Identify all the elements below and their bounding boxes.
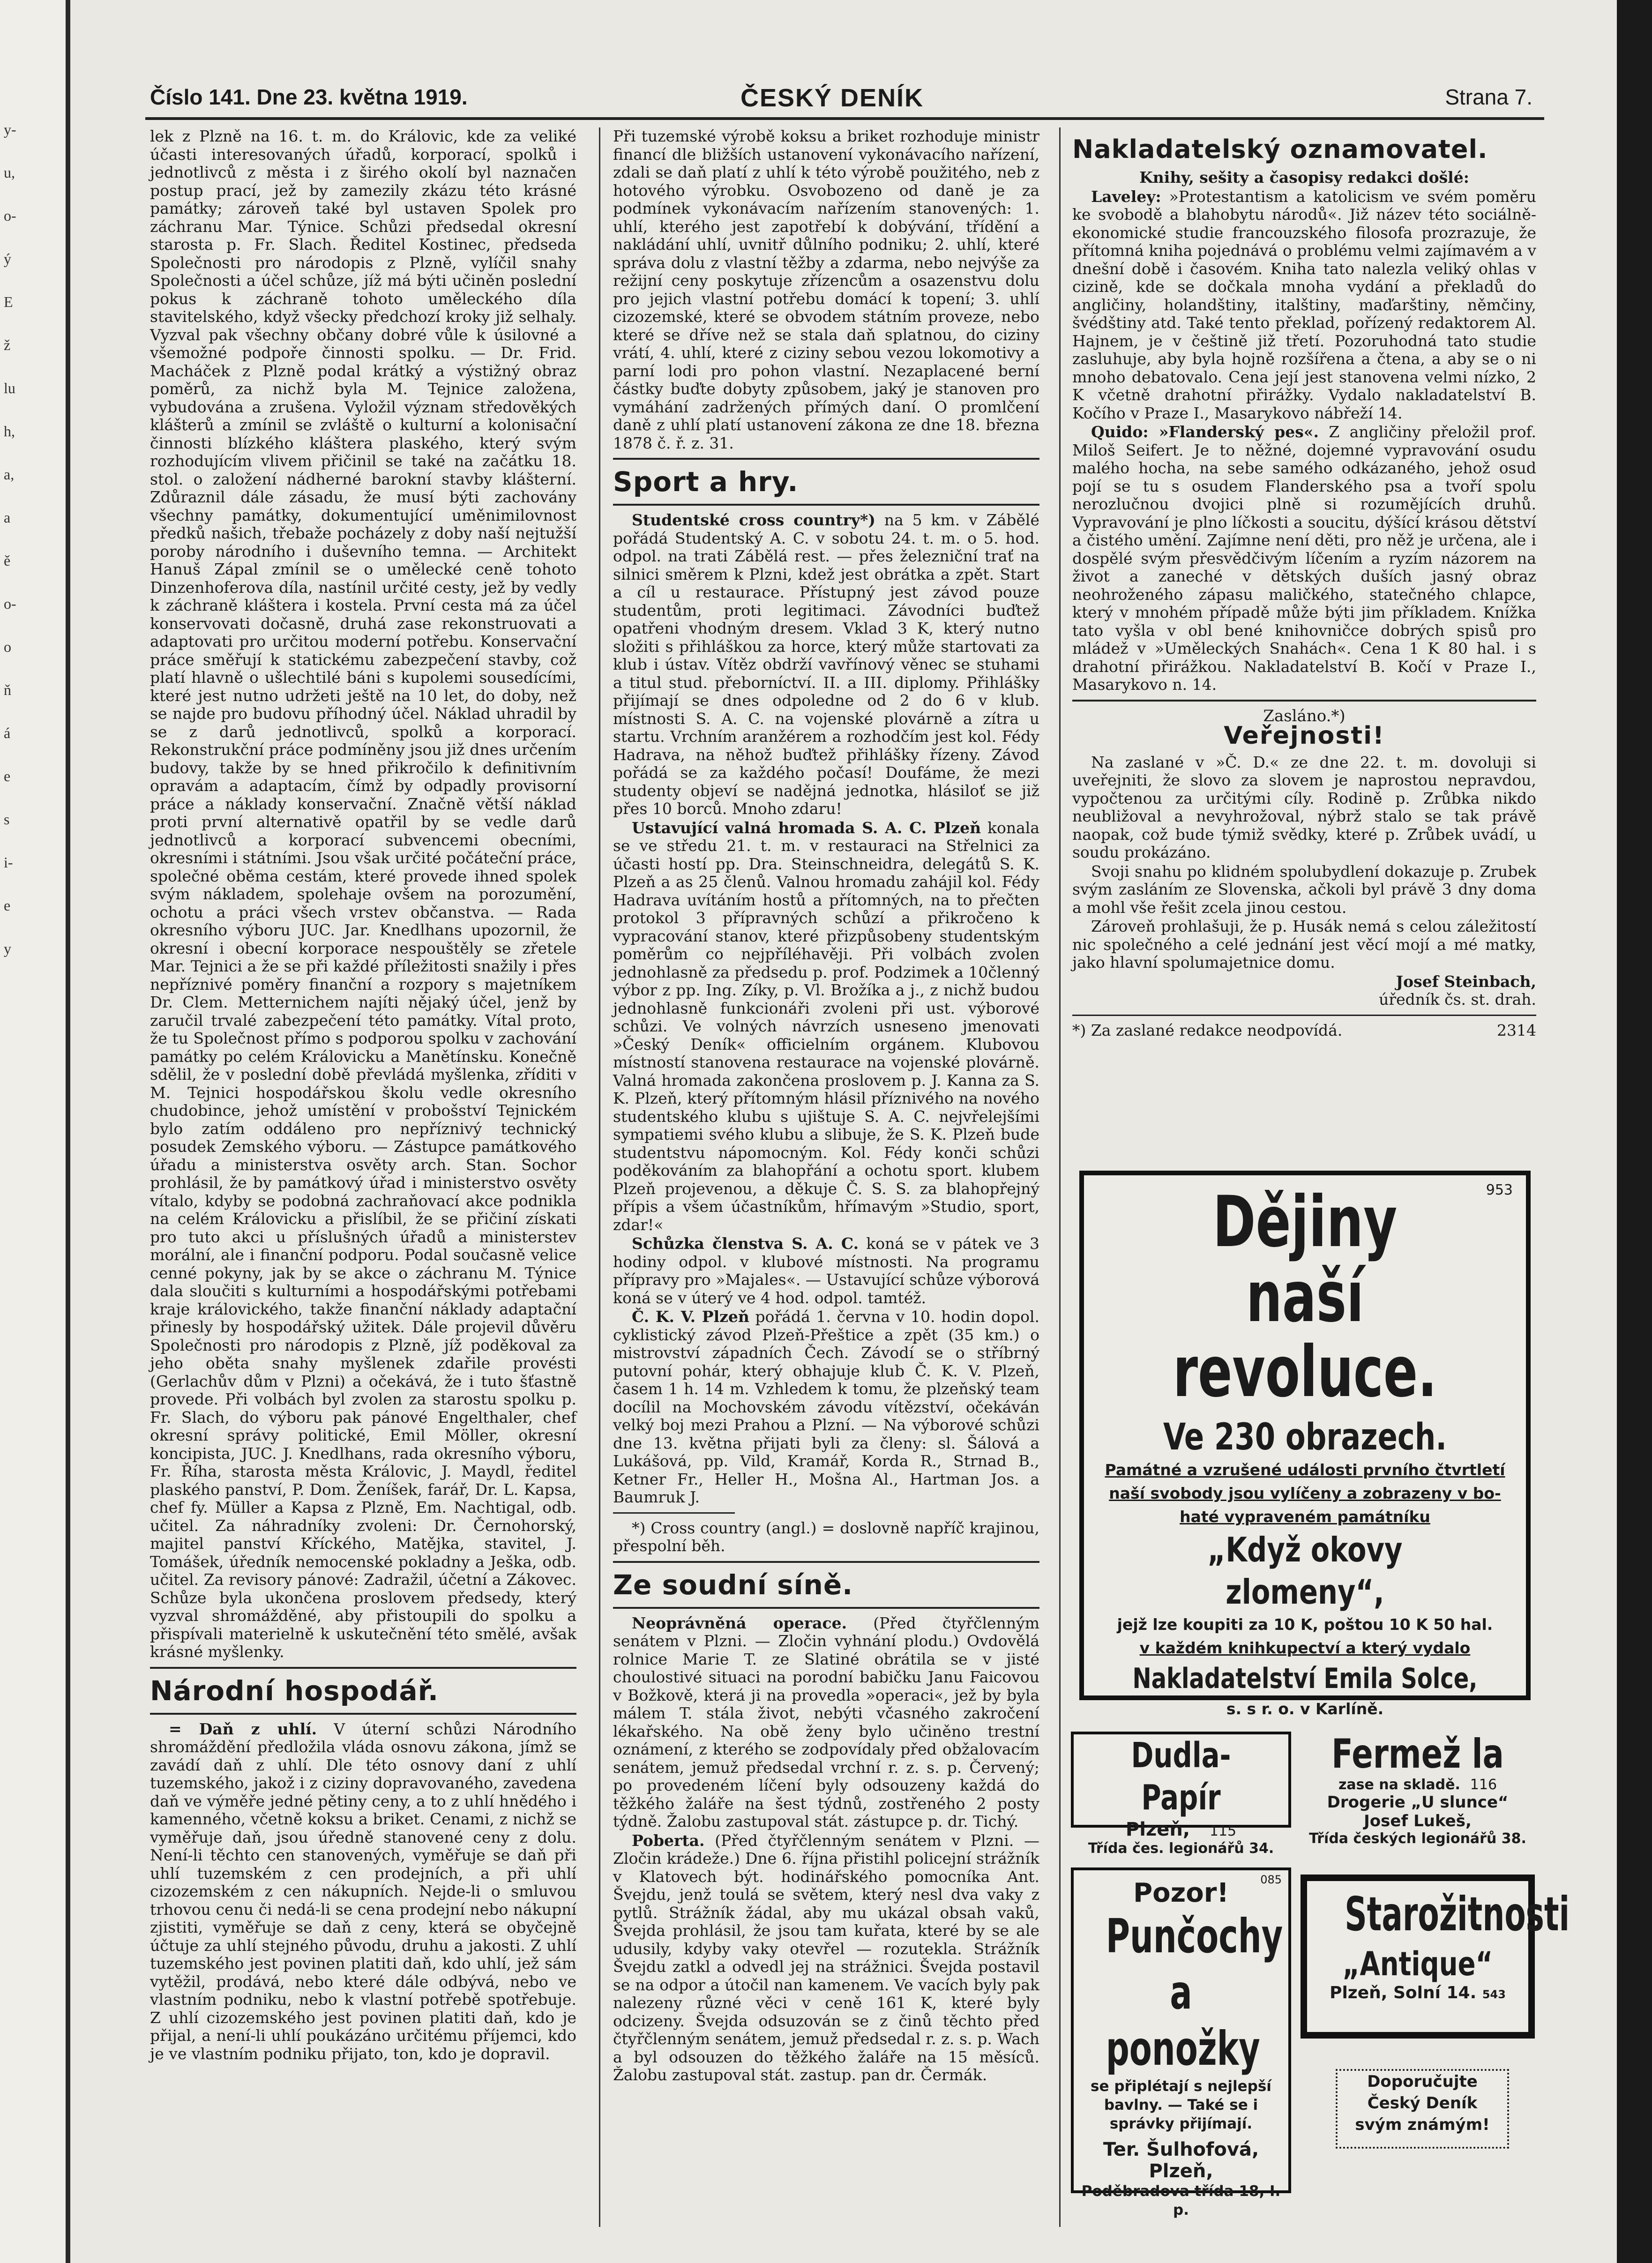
ad-line: Doporučujte [1367,2072,1478,2091]
section-rule [613,1561,1039,1563]
ad-title: Starožitnosti [1345,1887,1570,1942]
ad-price: jejž lze koupiti za 10 K, poštou 10 K 50 hal. [1117,1615,1493,1634]
section-rule [150,1667,576,1669]
ad-dudla-papir [1071,1732,1291,1857]
ad-address: Poděbradova třída 18, I. p. [1081,2183,1281,2218]
section-heading-court: Ze soudní síně. [613,1568,853,1601]
section-rule [1072,700,1536,702]
zaslano-paragraph-1: Na zaslané v »Č. D.« ze dne 22. t. m. dovoluji si uveřejniti, že slovo za slovem je naprostou nepravdou, vypočtenou za určitými cíly. Rodině p. Zrůbka nikdo neubližoval a nevyhrožoval, nýbrž stalo se tak právě naopak, což bude týmiž svědky, které p. Zrůbek uvádí, u soudu prokázáno. [1072,753,1536,861]
column-divider [1059,127,1061,2227]
zaslano-number: 2314 [1497,1021,1536,1039]
ad-title-1: Dějiny [1212,1181,1398,1263]
section-rule [150,1713,576,1715]
section-heading-publisher: Nakladatelský oznamovatel. [1072,134,1488,164]
book-review-quido: Quido: »Flanderský pes«. Z angličiny přeložil prof. Miloš Seifert. Je to něžné, dojemné vypravování osudu malého hocha, na sebe samého odkázaného, jehož osud pojí se tu s osudem Flanderského psa a tvoří spolu nerozlučnou dvojici plně si rozumějících druhů. Vypravování je plno líčkosti a soucitu, dýšící krásou dětství a čistého umění. Zajímne není děti, pro něž je určena, ale i dospělé svým přesvědčivým líčením a ryzím názorem na život a zaneché v dětských duších jasný obraz neohroženého zápasu maličkého, statečného chlapce, který v mnohém případě může býti jim příkladem. Knížka tato vyšla v obl bené knihovničce dobrých spisů pro mládež v »Uměleckých Snahách«. Cena 1 K 80 hal. i s drahotní přirážkou. Nakladatelství B. Kočí v Praze I., Masarykovo n. 14. [1072,423,1536,694]
signature-name: Josef Steinbach, [1396,972,1536,991]
column-3 [1072,127,1536,1039]
ad-address: Třída čes. legionářů 34. [1088,1840,1274,1857]
column-1 [150,127,576,2236]
previous-page-edge [0,0,70,2263]
section-heading-sport: Sport a hry. [613,466,799,498]
ad-title: Fermež la [1331,1731,1504,1778]
ad-title-2: a ponožky [1106,1965,1260,2076]
ad-owner: Josef Lukeš, [1364,1812,1472,1830]
ad-owner: Ter. Šulhofová, [1103,2139,1259,2160]
ad-book-title: „Když okovy zlomeny“, [1207,1530,1403,1612]
zaslano-disclaimer: *) Za zaslané redakce neodpovídá. [1072,1021,1343,1039]
ad-text: se připlétají s nejlepší bavlny. — Také se i správky přijímají. [1091,2078,1271,2132]
ad-shop: Drogerie „U slunce“ [1327,1793,1509,1812]
ad-title-2: naší revoluce. [1173,1256,1437,1413]
ad-line: naší svobody jsou vylíčeny a zobrazeny v bo- [1109,1484,1501,1502]
section-heading-economy: Národní hospodář. [150,1674,439,1707]
ad-number: 953 [1486,1182,1513,1198]
column-2 [613,127,1039,2236]
ad-dejiny-revoluce [1079,1171,1531,1718]
book-review-laveley: Laveley: »Protestantism a katolicism ve svém poměru ke svobodě a blahobytu národů«. Již název této sociálně-ekonomické studie francouzského filosofa prozrazuje, že přítomná kniha pojednává o problému velmi zajímavém a v dnešní době i časovém. Kniha tato nalezla veliký ohlas v cizině, kde se dočkala mnoha vydání a překladů do angličiny, holandštiny, italštiny, maďarštiny, němčiny, švédštiny atd. Také tento překlad, pořízený redaktorem Al. Hajnem, je v češtině již třetí. Pozoruhodná tato studie zasluhuje, aby byla hojně rozšířena a čtena, a aby se o ni mnoho debatovalo. Cena její jest stanovena velmi nízko, 2 K včetně drahotní přirážky. Vydalo nakladatelství B. Kočího v Praze I., Masarykovo nábřeží 14. [1072,187,1536,422]
ad-subtitle: „Antique“ [1342,1945,1493,1983]
footer-rule [1072,1015,1536,1016]
ad-subtitle: Ve 230 obrazech. [1163,1416,1447,1458]
footnote-rule [613,1512,735,1514]
ad-city: Plzeň, 115 [1125,1819,1237,1840]
zaslano-paragraph-2: Svoji snahu po klidném spolubydlení dokazuje p. Zrubek svým zasláním ze Slovenska, ačkoli byl právě 3 dny doma a mohl vše řešit zcela jinou cestou. [1072,862,1536,917]
article-coal-tax: = Daň z uhlí. V úterní schůzi Národního shromáždění předložila vláda osnovu zákona, jímž se zavádí daň z uhlí. Dle této osnovy daní z uhlí tuzemského, jakož i z ciziny dopravovaného, zavedena daň ve výměře jedné pětiny ceny, a to z uhlí hnědého i kamenného, včetně koksu a briket. Cenami, z nichž se vyměřuje daň, jsou úředně stanovené ceny z dolu. Není-li těchto cen stanovených, vyměřuje se daň při uhlí tuzemském z cen prodejních, a při uhlí cizozemském z cen nákupních. Nejde-li o smluvou trhovou cenu či nedá-li se cena prodejní nebo nákupní zjistiti, vyměřuje se daň z ceny, která se obyčejně účtuje za uhlí stejného původu, druhu a jakosti. Z uhlí tuzemského jest povinen platiti daň, kdo uhlí, jež sám vytěžil, prodává, nebo které dále odbývá, nebo ve vlastním podniku, nebo k vlastní potřebě spotřebuje. Z uhlí cizozemského jest povinen platiti daň, kdo je přijal, a není-li uhlí poukázáno určitému příjemci, kdo je ve vlastním podniku přijato, ton, kdo je dopravil. [150,1719,576,2063]
header-rule [145,117,1544,120]
ad-address: Třída českých legionářů 38. [1309,1830,1526,1847]
ad-doporucujte [1336,2069,1509,2149]
ad-address: Plzeň, Solní 14. 543 [1330,1983,1506,2002]
section-rule [613,458,1039,460]
zaslano-title: Veřejnosti! [1224,722,1385,750]
sport-item-members-meeting: Schůzka členstva S. A. C. koná se v pátek ve 3 hodiny odpol. v klubové místnosti. Na programu přípravy pro »Majales«. — Ustavující schůze výborová koná se v úterý ve 4 hod. odpol. tamtéž. [613,1234,1039,1307]
ad-publisher: Nakladatelství Emila Solce, [1132,1662,1478,1695]
article-marianska-tynice: lek z Plzně na 16. t. m. do Královic, kde za veliké účasti interesovaných úřadů, korporací, spolků i jednotlivců z města i z širého okolí byl naznačen postup prací, jež by zamezily zkázu této krásné památky; zároveň také byl ustaven Spolek pro záchranu Mar. Týnice. Schůzi předsedal okresní starosta p. Fr. Slach. Ředitel Kostinec, předseda Společnosti pro národopis z Plzně, vylíčil snahy Společnosti a účel schůze, jíž má býti učiněn poslední pokus k záchraně tohoto uměleckého díla stavitelského, když všecky předchozí kroky již selhaly. Vyzval pak všechny občany dobré vůle k úsilovné a všemožné podpoře činnosti spolku. — Dr. Frid. Macháček z Plzně podal krátký a výstižný obraz poměrů, za nichž byla M. Tejnice založena, vybudována a zrušena. Vyložil význam středověkých klášterů a zmínil se zvláště o kulturní a kolonisační činnosti blízkého kláštera plaského, který svým rozhodujícím vlivem přičinil se také na začátku 18. stol. o založení nádherné barokní stavby klášterní. Zdůraznil dále zásadu, že musí býti zachovány všechny památky, dokumentující uměnimilovnost předků našich, třebaže pocházely z doby naší nejtužší poroby národního i duševního temna. — Architekt Hanuš Zápal zmínil se o umělecké ceně tohoto Dinzenhoferova díla, nastínil určité cesty, jež by vedly k záchraně kláštera i kostela. První cesta má za účel konservovati dočasně, druhá zase rekonstruovati a adaptovati pro určitou moderní potřebu. Konservační práce směřují k statickému zabezpečení stavby, což platí hlavně o ušlechtilé báni s kupolemi sousedícími, které jest nutno udržeti ještě na 10 let, do doby, než se najde pro budovu příhodný účel. Náklad uhradil by se z darů jednotlivců, spolků a korporací. Rekonstrukční práce podmíněny jsou již dnes určením budovy, takže by se hned přikročilo k definitivním opravám a adaptacím, čímž by odpadly provisorní práce a náklady konservační. Značně větší náklad proti první alternativě opatřil by se vedle darů jednotlivců a korporací subvencemi obecními, okresními i státními. Jsou však určité počáteční práce, společné oběma cestám, které provede ihned spolek svým nákladem, spolehaje ovšem na porozumění, ochotu a práci všech vrstev občanstva. — Rada okresního výboru JUC. Jar. Knedlhans upozornil, že okresní i obecní korporace nespouštěly se zřetele Mar. Tejnici a že se při každé příležitosti snažily i přes nepříznivé poměry finanční a rozpory s majetníkem Dr. Clem. Metternichem najíti nějaký účel, jenž by zaručil trvalé zabezpečení této památky. Vítal proto, že tu Společnost přímo s podporou spolku v zachování památky po celém Královicku a Manětínsku. Konečně sdělil, že v poslední době převládá myšlenka, zříditi v M. Tejnici hospodářskou školu vedle okresního chudobince, jehož umístění v probošství Tejnickém bylo zatím oddáleno pro nepříznivý technický posudek Zemského výboru. — Zástupce památkového úřadu a ministerstva osvěty arch. Stan. Sochor prohlásil, že by památkový úřad i ministerstvo osvěty vítalo, kdyby se podobná zachraňovací akce podnikla na celém Královicku a přislíbil, že se přičiní získati pro tuto akci u příslušných úřadů a ministerstev morální, ale i finanční podporu. Podal současně velice cenné pokyny, jak by se akce o záchranu M. Týnice dala sloučiti s kulturními a hospodářskými potřebami kraje královického, takže finanční náklady adaptační přinesly by hospodářský užitek. Dále projevil důvěru Společnosti pro národopis z Plzně, jíž poděkoval za jeho oběta snahy myšlenek zdařile provésti (Gerlachův dům v Plzni) a očekává, že i tuto šťastně provede. Při volbách byl zvolen za starostu spolku p. Fr. Slach, do výboru pak pánové Engelthaler, chef okresní správy politické, Emil Möller, okresní koncipista, JUC. J. Knedlhans, rada okresního výboru, Fr. Říha, starosta města Královic, J. Maydl, ředitel plaského panství, P. Dom. Ženíšek, farář, Dr. L. Kapsa, chef fy. Müller a Kapsa z Plzně, Em. Nachtigal, odb. učitel. Za náhradníky zvoleni: Dr. Černohorský, majitel panství Kříckého, Matějka, stavitel, J. Tomášek, úředník nemocenské pokladny a Ješka, odb. učitel. Za revisory pánové: Zadražil, účetní a Zákovec. Schůze byla ukončena proslovem předsedy, který vyzval shromážděné, aby přistoupili do spolku a přispívali materielně k uskutečnění této smělé, avšak krásné myšlenky. [150,127,576,1661]
article-coal-tax-cont: Při tuzemské výrobě koksu a briket rozhoduje ministr financí dle bližších ustanovení vykonávacího nařízení, zdali se daň platí z uhlí k této výrobě použitého, neb z hotového výrobku. Osvobozeno od daně je za podmínek vykonávacím nařízením stanovených: 1. uhlí, kterého jest zapotřebí k dobývání, třídění a nakládání uhlí, uvnitř důlního podniku; 2. uhlí, které správa dolu z vlastní těžby a zdarma, nebo nejvýše za režijní ceny poskytuje zřízencům a osazenstvu dolu pro jejich vlastní potřebu domácí k topení; 3. uhlí cizozemské, které se obvodem státním proveze, nebo které se dříve než se stala daň splatnou, do ciziny vrátí, 4. uhlí, které z ciziny sebou vezou lokomotivy a parní lodi pro pohon vlastní. Nezaplacené berní částky buďte dobyty způsobem, jaký je stanoven pro vymáhání zadržených přímých daní. O promlčení daně z uhlí platí ustanovení zákona ze dne 18. března 1878 č. ř. z. 31. [613,127,1039,452]
ad-city: Plzeň, [1149,2160,1213,2182]
newspaper-title: ČESKÝ DENÍK [740,84,924,112]
ad-line: haté vypraveném památníku [1180,1508,1430,1526]
zaslano-footer [1072,1022,1536,1040]
section-rule [613,504,1039,506]
ad-puncochy [1071,1867,1291,2218]
sport-footnote: *) Cross country (angl.) = doslovně napříč krajinou, přespolní běh. [613,1518,1039,1555]
ad-title-1: Punčochy [1106,1909,1283,1964]
sport-item-cycling: Č. K. V. Plzeň pořádá 1. června v 10. hodin dopol. cyklistický závod Plzeň-Přeštice a zpět (35 km.) o mistrovství západních Čech. Závodí se o stříbrný putovní pohár, který obhajuje klub Č. K. V. Plzeň, časem 1 h. 14 m. Vzhledem k tomu, že plzeňský team docílil na Mochovském závodu vítězství, očekáván velký boj mezi Prahou a Plzní. — Na výborové schůzi dne 13. května přijati byli za členy: sl. Šálová a Lukášová, pp. Vild, Kramář, Korda R., Strnad B., Ketner Fr., Heller H., Mošna Al., Hartman Jos. a Baumruk J. [613,1307,1039,1506]
section-rule [613,1607,1039,1609]
ad-line: v každém knihkupectví a který vydalo [1139,1639,1471,1657]
ad-line: svým známým! [1355,2115,1490,2134]
ad-line: Český Deník [1367,2094,1478,2113]
ad-line: zase na skladě. 116 [1338,1777,1497,1793]
ad-line: Památné a vzrušené události prvního čtvrtletí [1105,1461,1505,1479]
sport-item-general-meeting: Ustavující valná hromada S. A. C. Plzeň konala se ve středu 21. t. m. v restauraci na Střelnici za účasti hostí pp. Dra. Steinschneidra, delegátů S. K. Plzeň a as 25 členů. Valnou hromadu zahájil kol. Fédy Hadrava uvítáním hostů a přítomných, na to přečten protokol 3 přípravných schůzí a přikročeno k vypracování stanov, které přizpůsobeny studentským poměrům co nejpříléhavěji. Při volbách zvolen jednohlasně za předsedu p. prof. Podzimek a 10členný výbor z pp. Ing. Zíky, p. Vl. Brožíka a j., z nichž budou jednohlasně funkcionáři zvoleni při ust. výborové schůzi. Ve volných návrzích usneseno jmenovati »Český Deník« officielním orgánem. Klubovou místností stanovena restaurace na vojenské plovárně. Valná hromada zakončena proslovem p. J. Kanna za S. K. Plzeň, který přítomným hlásil příznivého na nového studentského klubu s ujištuje S. A. C. nejvřelejšími sympatiemi svého klubu a slibuje, že S. K. Plzeň bude studentstvu nápomocným. Kol. Fédy konči schůzi poděkováním za blahopřání a ochotu sport. klubem Plzeň projevenou, a děkuje Č. S. S. za blahopřejný přípis a všem účastníkům, hřímavým »Studio, sport, zdar!« [613,818,1039,1234]
signature-title: úředník čs. st. drah. [1379,990,1536,1008]
zaslano-paragraph-3: Zároveň prohlašuji, že p. Husák nemá s celou záležitostí nic společného a celé jednání jest věcí mojí a mé matky, jako hlavní spolumajetnice domu. [1072,917,1536,971]
court-item-vagrant: Pobertа. (Před čtyřčlenným senátem v Plzni. — Zločin krádeže.) Dne 6. října přistihl policejní strážník v Klatovech být. hodinářského pomocníka Ant. Švejdu, jenž toulá se světem, který nesl dva vaky z pytlů. Strážník žádal, aby mu ukázal obsah vaků, Švejda prohlásil, že jsou tam kuřata, které by se ale udusily, kdyby vaky otevřel — rozutekla. Strážník Švejdu zatkl a odvedl jej na strážnici. Švejda postavil se na odpor a útočil nan kamenem. Ve vacích byly pak nalezeny různé věci v ceně 161 K, které byly odcizeny. Švejda odsuzován se z činů těchto před čtyřčlenným senátem, jemuž předsedal r. z. s. p. Wach a byl odsouzen do těžkého žaláře na 15 měsíců. Žalobu zastupoval stát. zastup. pan dr. Čermák. [613,1831,1039,2084]
court-item-operation: Neoprávněná operace. (Před čtyřčlenným senátem v Plzni. — Zločin vyhnání plodu.) Ovdovělá rolnice Marie T. ze Slatiné obrátila se v jisté choulostivé situaci na porodní babičku Janu Faicovou v Božkově, která ji na provedla »operaci«, jež by byla málem T. stála život, nebýti včasného zakročení lékařského. Na obě ženy bylo učiněno trestní oznámení, z kterého se zodpovídaly před obžalovacím senátem, jemuž předsedal vrchní r. z. s. p. Červený; po provedeném líčení byly odsouzeny každá do těžkého žaláře na šest týdnů, zostřeného 2 posty týdně. Žalobu zastupoval stát. zástupce p. dr. Tichý. [613,1613,1040,1830]
zaslano-label: Zasláno.*) [1263,706,1346,725]
page-header [150,84,1532,122]
column-divider [599,127,600,2227]
newspaper-page [70,0,1617,2263]
page-number: Strana 7. [1445,85,1532,109]
sport-item-cross-country: Studentské cross country*) na 5 km. v Zábělé pořádá Studentský A. C. v sobotu 24. t. m. o 5. hod. odpol. na trati Zábělá rest. — přes železniční trať na silnici směrem k Plzni, kdež jest obrátka a zpět. Start a cíl u restaurace. Přístupný jest závod pouze studentům, proti legitimaci. Závodníci buďtež opatřeni vhodným dresem. Vklad 3 K, který nutno složiti s přihláškou za horce, který může startovati za klub i ústav. Vítěz obdrží vavřínový věnec se stuhami a titul stud. přeborníctví. II. a III. diplomy. Přihlášky přijímají se dnes odpoledne od 2 do 6 v klub. místnosti S. A. C. na vojenské plovárně a zítra u startu. Vrchním aranžérem a rozhodčím jest kol. Fédy Hadrava, na něhož buďtež přihlášky řízeny. Závod pořádá se za každého počasí! Doufáme, že mezi studenty objeví se nadějná jednotka, hlásiloť se již přes 10 borců. Mnoho zdaru! [613,511,1039,818]
issue-date: Číslo 141. Dne 23. května 1919. [150,85,468,109]
publisher-subheading: Knihy, sešity a časopisy redakci došlé: [1139,168,1469,187]
ad-publisher-location: s. s r. o. v Karlíně. [1226,1700,1384,1718]
ad-starozitnosti [1301,1875,1570,2039]
ad-attention: Pozor! [1133,1878,1229,1908]
strip-letters: y- u, o- ý E ž lu h, a, a ě o- o ň á e s i- e y [4,121,16,957]
ad-number: 085 [1260,1873,1282,1886]
ad-title: Dudla-Papír [1131,1735,1231,1818]
ad-fermez [1301,1732,1535,1867]
